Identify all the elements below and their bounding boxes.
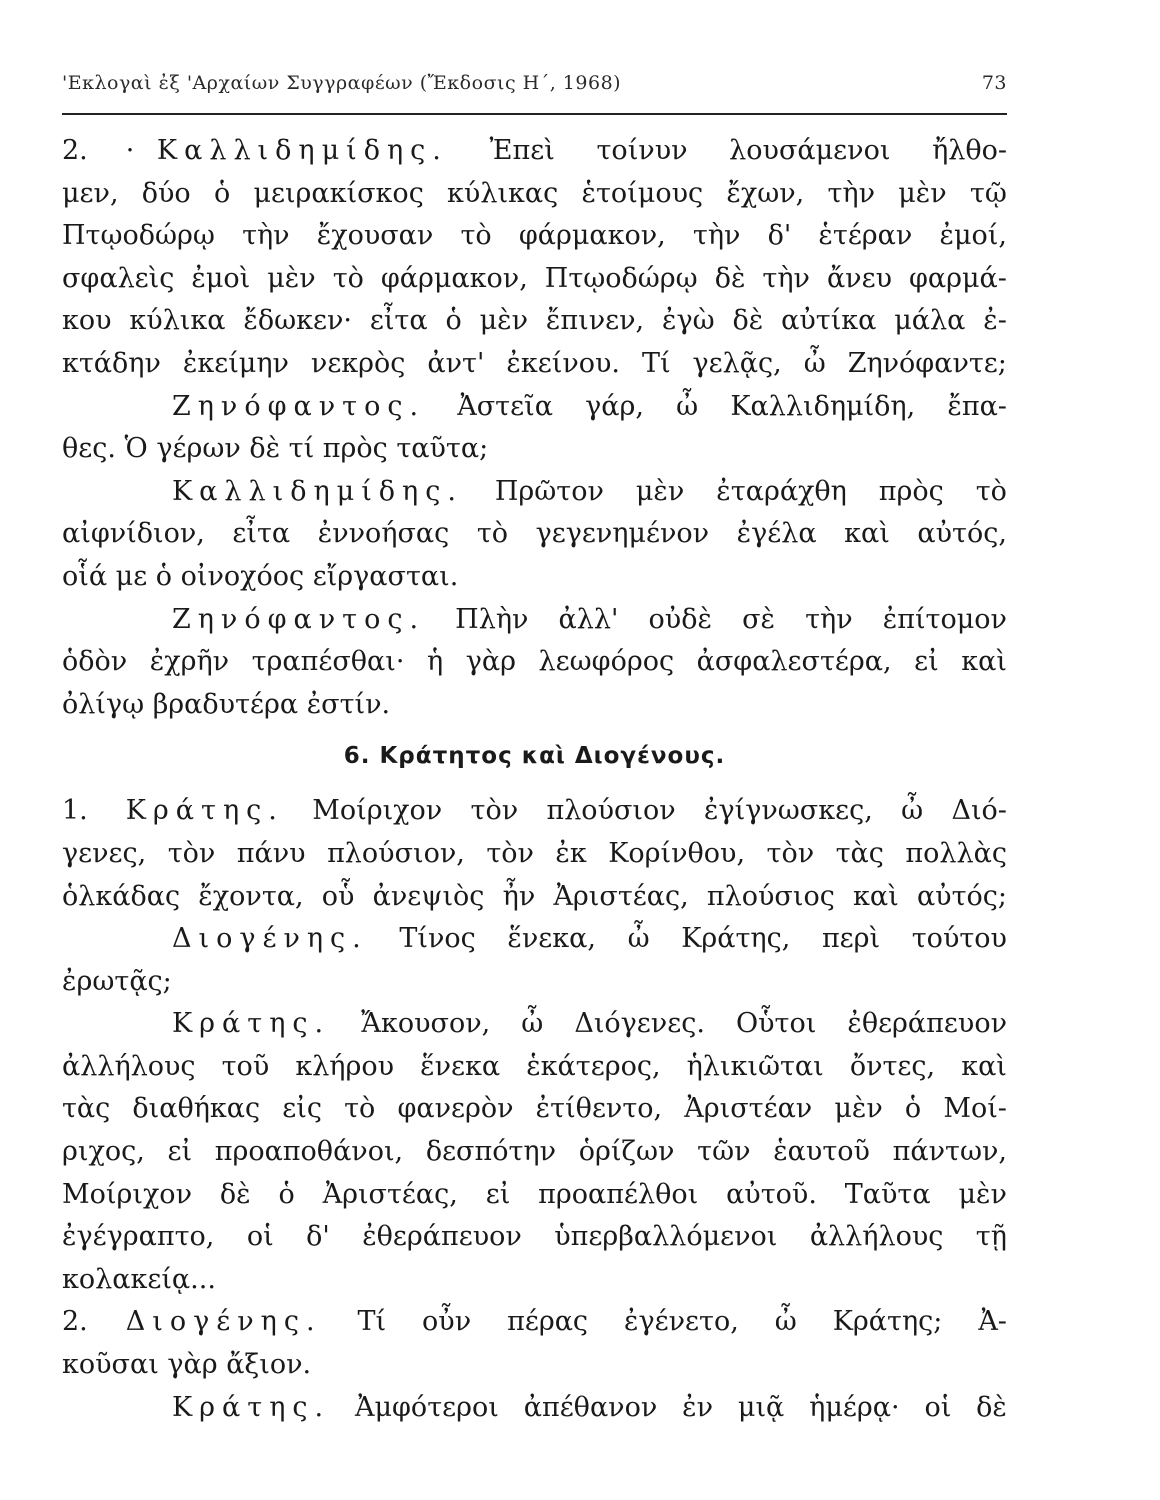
- word: τὸ: [332, 262, 364, 294]
- word: Ταῦτα: [844, 1178, 931, 1210]
- word: Ζηνόφαντε;: [847, 347, 1007, 379]
- word: ἔπα-: [947, 390, 1007, 422]
- word: ἐ-: [983, 305, 1007, 337]
- word: ὁ: [213, 177, 231, 209]
- text-line: [62, 130, 1007, 173]
- word: ἔχων,: [726, 177, 805, 209]
- line-text: ὀλίγῳ βραδυτέρα ἐστίν.: [62, 688, 391, 720]
- line-text: ἐρωτᾷς;: [62, 965, 172, 997]
- word: καὶ: [844, 518, 890, 550]
- word: δ': [767, 220, 792, 252]
- word: τοίνυν: [596, 135, 688, 166]
- speaker-name: Ζηνόφαντος.: [172, 390, 426, 422]
- line-text: κοῦσαι γὰρ ἄξιον.: [62, 1349, 312, 1381]
- word: ἐννοήσας: [317, 518, 450, 550]
- word: ἕνεκα: [420, 1050, 501, 1082]
- text-line: [62, 684, 1007, 727]
- word: μιᾷ: [737, 1391, 785, 1423]
- word: οὐδὲ: [648, 603, 712, 635]
- word: σφαλεὶς: [62, 262, 175, 294]
- word: τὴν: [762, 262, 810, 294]
- word: διαθήκας: [132, 1093, 261, 1125]
- word: τὸ: [476, 518, 509, 550]
- line-lead: [62, 130, 448, 173]
- word: τούτου: [911, 923, 1007, 955]
- text-line: [62, 1344, 1007, 1387]
- text-line: [62, 386, 1007, 429]
- word: τὸν: [766, 837, 815, 869]
- speaker-name: Καλλιδημίδης.: [172, 475, 463, 507]
- word: πλούσιον,: [327, 837, 465, 869]
- header-rule: [62, 113, 1007, 115]
- word: μὲν: [479, 305, 529, 337]
- word: μειρακίσκος: [253, 177, 424, 209]
- word: οἱ: [246, 1221, 274, 1253]
- word: ἐγίγνωσκες,: [704, 795, 873, 827]
- word: ἐπίτομον: [882, 603, 1007, 635]
- word: δὲ: [714, 262, 746, 294]
- word: ἀλλήλους: [809, 1221, 944, 1253]
- word: πάντων,: [892, 1136, 1007, 1168]
- word: Ἄκουσον,: [361, 1008, 491, 1040]
- word: μάλα: [894, 305, 966, 337]
- line-lead: [62, 1301, 322, 1344]
- word: οὖν: [422, 1306, 472, 1338]
- text-line: [62, 1216, 1007, 1259]
- text-line: [62, 876, 1007, 919]
- word: κλήρου: [295, 1050, 395, 1082]
- text-line: [62, 599, 1007, 642]
- word: τὸ: [460, 220, 492, 252]
- word: ἐγέγραπτο,: [62, 1221, 215, 1253]
- word: ριχος,: [62, 1136, 145, 1168]
- word: ἐκ: [555, 837, 587, 869]
- word: ἀλλήλους: [62, 1050, 196, 1082]
- word: κύλικα: [129, 305, 226, 337]
- word: μὲν: [958, 1178, 1007, 1210]
- word: εἰ: [914, 646, 939, 678]
- word: ἡ: [427, 646, 444, 678]
- word: ἔπινεν,: [545, 305, 645, 337]
- line-lead: [62, 1387, 330, 1430]
- word: ἐμοί,: [939, 220, 1007, 252]
- speaker-name: · Καλλιδημίδης.: [125, 135, 448, 166]
- word: Κράτης,: [681, 923, 791, 955]
- word: προαποθάνοι,: [214, 1136, 404, 1168]
- word: Κράτης;: [832, 1306, 943, 1338]
- word: ἐταράχθη: [716, 475, 847, 507]
- word: ὦ: [803, 347, 826, 379]
- text-line: [62, 215, 1007, 258]
- word: ἕνεκα,: [507, 923, 596, 955]
- word: λεωφόρος: [538, 646, 675, 678]
- text-line: [62, 556, 1007, 599]
- word: τὰς: [835, 837, 884, 869]
- word: ἤλθο-: [932, 135, 1007, 166]
- word: εἰς: [282, 1093, 322, 1125]
- text-line: [62, 300, 1007, 343]
- word: Ἀμφότεροι: [354, 1391, 499, 1423]
- word: Τί: [357, 1306, 387, 1338]
- text-line: [62, 790, 1007, 833]
- word: αὐτός;: [916, 880, 1007, 912]
- word: ἡλικιῶται: [686, 1050, 824, 1082]
- word: ἐθεράπευον: [847, 1008, 1007, 1040]
- word: Οὗτοι: [735, 1008, 817, 1040]
- word: κύλικας: [447, 177, 559, 209]
- word: Ἀριστέαν: [684, 1093, 813, 1125]
- word: Ἀριστέας,: [553, 880, 689, 912]
- word: ἐχρῆν: [149, 646, 230, 678]
- word: ὁδὸν: [62, 646, 128, 678]
- word: Μοίριχον: [62, 1178, 192, 1210]
- paragraph-number: 2.: [62, 135, 88, 166]
- paragraph-number: 2.: [62, 1306, 88, 1338]
- word: ὁ: [278, 1178, 295, 1210]
- word: φάρμακον,: [518, 220, 666, 252]
- word: Διόγενες.: [574, 1008, 705, 1040]
- word: ἄνευ: [826, 262, 892, 294]
- word: ὁ: [445, 305, 462, 337]
- word: τὸν: [486, 837, 534, 869]
- word: γάρ,: [585, 390, 644, 422]
- word: ὦ: [774, 1306, 797, 1338]
- word: πέρας: [507, 1306, 589, 1338]
- paragraph-number: 1.: [62, 795, 88, 827]
- word: Πτῳοδώρῳ: [62, 220, 215, 252]
- text-line: [62, 428, 1007, 471]
- word: Κορίνθου,: [608, 837, 746, 869]
- word: ἐκείμην: [182, 347, 289, 379]
- running-header: [62, 72, 1007, 94]
- word: καὶ: [961, 1050, 1007, 1082]
- text-line: [62, 343, 1007, 386]
- word: τραπέσθαι·: [251, 646, 405, 678]
- speaker-name: Κράτης.: [125, 795, 284, 827]
- speaker-name: Διογένης.: [172, 923, 368, 955]
- word: ἐθεράπευον: [362, 1221, 522, 1253]
- text-line: [62, 1088, 1007, 1131]
- line-text: κολακείᾳ...: [62, 1263, 216, 1295]
- text-line: [62, 1259, 1007, 1302]
- text-line: [62, 1174, 1007, 1217]
- word: σὲ: [742, 603, 775, 635]
- word: τοῦ: [221, 1050, 270, 1082]
- word: ἀπέθανον: [523, 1391, 658, 1423]
- speaker-name: Κράτης.: [172, 1008, 331, 1040]
- word: ἐγὼ: [661, 305, 715, 337]
- speaker-name: Κράτης.: [172, 1391, 331, 1423]
- word: ἐν: [682, 1391, 714, 1423]
- word: Πτῳοδώρῳ: [544, 262, 698, 294]
- text-line: [62, 513, 1007, 556]
- word: αὐτίκα: [781, 305, 877, 337]
- word: Τί: [641, 347, 671, 379]
- line-lead: [62, 918, 368, 961]
- word: τὸν: [167, 837, 216, 869]
- word: οἱ: [924, 1391, 952, 1423]
- word: αὐτός,: [917, 518, 1007, 550]
- word: εἰ: [167, 1136, 193, 1168]
- word: φάρμακον,: [380, 262, 528, 294]
- word: Διό-: [951, 795, 1007, 827]
- word: πολλὰς: [905, 837, 1007, 869]
- word: τὰς: [62, 1093, 111, 1125]
- section-title: 6. Κράτητος καὶ Διογένους.: [343, 743, 726, 770]
- word: αὐτοῦ.: [726, 1178, 817, 1210]
- word: Ἐπεὶ: [489, 135, 555, 166]
- word: νεκρὸς: [310, 347, 406, 379]
- word: προαπέλθοι: [538, 1178, 699, 1210]
- word: ὁρίζων: [578, 1136, 675, 1168]
- word: οὗ: [321, 880, 355, 912]
- word: τὴν: [827, 177, 875, 209]
- text-line: [62, 641, 1007, 684]
- word: ὦ: [627, 923, 650, 955]
- word: πρὸς: [878, 475, 944, 507]
- word: ἀντ': [427, 347, 485, 379]
- word: ἑκάτερος,: [526, 1050, 661, 1082]
- word: μεν,: [62, 177, 119, 209]
- word: ἦν: [502, 880, 536, 912]
- word: μὲν: [635, 475, 685, 507]
- text-line: [62, 1301, 1007, 1344]
- word: δὲ: [219, 1178, 251, 1210]
- word: Τίνος: [399, 923, 476, 955]
- text-line: [62, 833, 1007, 876]
- text-line: [62, 173, 1007, 216]
- word: ὑπερβαλλόμενοι: [554, 1221, 778, 1253]
- text-line: [62, 1387, 1007, 1430]
- word: πάνυ: [236, 837, 306, 869]
- text-line: [62, 918, 1007, 961]
- word: ὦ: [521, 1008, 544, 1040]
- word: ἔχουσαν: [316, 220, 434, 252]
- word: ἑαυτοῦ: [773, 1136, 870, 1168]
- word: ἀσφαλεστέρα,: [696, 646, 892, 678]
- word: Μοίριχον: [312, 795, 443, 827]
- word: πλούσιος: [706, 880, 835, 912]
- word: ὁ: [904, 1093, 922, 1125]
- word: δὲ: [732, 305, 764, 337]
- word: Ἀριστέας,: [322, 1178, 458, 1210]
- word: τὸν: [470, 795, 519, 827]
- line-lead: [62, 1003, 330, 1046]
- word: εἶτα: [232, 518, 291, 550]
- word: ἐμοὶ: [191, 262, 251, 294]
- line-lead: [62, 386, 425, 429]
- word: ἔδωκεν·: [243, 305, 352, 337]
- word: ἐτίθεντο,: [535, 1093, 663, 1125]
- speaker-name: Διογένης.: [125, 1306, 322, 1338]
- word: περὶ: [821, 923, 881, 955]
- word: δύο: [141, 177, 191, 209]
- word: μὲν: [898, 177, 947, 209]
- word: τῶν: [697, 1136, 751, 1168]
- word: Πλὴν: [455, 603, 529, 635]
- word: λουσάμενοι: [729, 135, 891, 166]
- book-page: [62, 0, 1062, 1500]
- word: γενες,: [62, 837, 147, 869]
- line-lead: [62, 599, 425, 642]
- word: τῷ: [969, 177, 1007, 209]
- word: ἐγένετο,: [624, 1306, 739, 1338]
- text-line: [62, 258, 1007, 301]
- page-number: 73: [981, 72, 1007, 94]
- word: τὸ: [975, 475, 1007, 507]
- word: κτάδην: [62, 347, 161, 379]
- text-line: [62, 471, 1007, 514]
- word: τὸ: [344, 1093, 376, 1125]
- line-text: θες. Ὁ γέρων δὲ τί πρὸς ταῦτα;: [62, 433, 489, 465]
- word: μὲν: [834, 1093, 883, 1125]
- word: μὲν: [267, 262, 316, 294]
- word: καὶ: [853, 880, 899, 912]
- word: Πρῶτον: [494, 475, 604, 507]
- word: φαρμά-: [908, 262, 1007, 294]
- line-text: οἷά με ὁ οἰνοχόος εἴργασται.: [62, 560, 459, 592]
- word: τὴν: [805, 603, 853, 635]
- word: πλούσιον: [546, 795, 676, 827]
- word: δεσπότην: [425, 1136, 557, 1168]
- word: ἑτοίμους: [581, 177, 704, 209]
- word: ὄντες,: [849, 1050, 936, 1082]
- word: τὴν: [692, 220, 741, 252]
- word: ἑτέραν: [818, 220, 913, 252]
- word: ὦ: [676, 390, 699, 422]
- word: τῇ: [975, 1221, 1007, 1253]
- word: ἀνεψιὸς: [372, 880, 485, 912]
- word: εἶτα: [369, 305, 428, 337]
- word: γελᾷς,: [692, 347, 782, 379]
- word: φανερὸν: [397, 1093, 514, 1125]
- running-header-title: 'Εκλογαὶ ἐξ 'Αρχαίων Συγγραφέων (Ἔκδοσις Η΄, 1968): [62, 72, 622, 94]
- word: δ': [306, 1221, 330, 1253]
- word: αἰφνίδιον,: [62, 518, 205, 550]
- word: Ἀστεῖα: [457, 390, 553, 422]
- word: γὰρ: [465, 646, 516, 678]
- text-line: [62, 1046, 1007, 1089]
- speaker-name: Ζηνόφαντος.: [172, 603, 426, 635]
- word: Μοί-: [943, 1093, 1007, 1125]
- text-line: [62, 961, 1007, 1004]
- word: ὦ: [901, 795, 924, 827]
- word: ἐκείνου.: [506, 347, 620, 379]
- word: γεγενημένον: [535, 518, 710, 550]
- word: Καλλιδημίδη,: [730, 390, 916, 422]
- word: ἐγέλα: [736, 518, 817, 550]
- text-line: [62, 1131, 1007, 1174]
- word: ὁλκάδας: [62, 880, 181, 912]
- word: Ἀ-: [978, 1306, 1007, 1338]
- word: ἡμέρᾳ·: [809, 1391, 900, 1423]
- word: εἰ: [485, 1178, 511, 1210]
- body-text: [62, 130, 1007, 1429]
- word: κου: [62, 305, 112, 337]
- text-line: [62, 1003, 1007, 1046]
- line-lead: [62, 790, 284, 833]
- word: τὴν: [242, 220, 290, 252]
- word: ἀλλ': [558, 603, 619, 635]
- word: ἔχοντα,: [198, 880, 304, 912]
- word: δὲ: [976, 1391, 1007, 1423]
- word: καὶ: [961, 646, 1007, 678]
- line-lead: [62, 471, 463, 514]
